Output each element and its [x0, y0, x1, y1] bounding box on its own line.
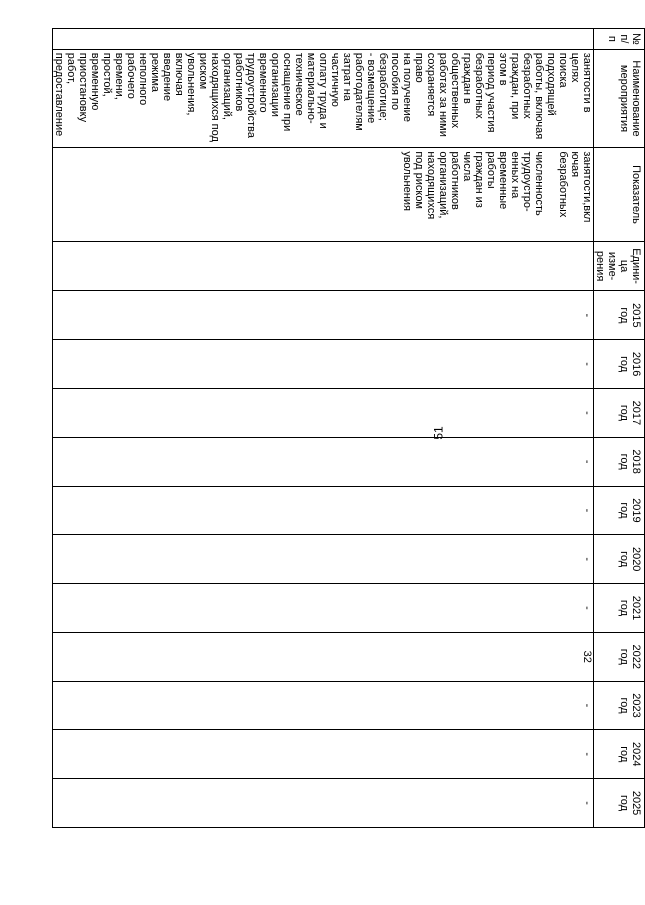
cell-year-2020: - [53, 535, 594, 584]
header-year-2021: 2021 год [594, 584, 645, 633]
indicators-table [52, 28, 645, 828]
cell-year-2016: - [53, 340, 594, 389]
cell-num [53, 29, 594, 50]
header-num: № п/п [594, 29, 645, 50]
cell-year-2021: - [53, 584, 594, 633]
cell-year-2019: - [53, 486, 594, 535]
table-row [53, 29, 594, 828]
header-name: Наименование мероприятия [594, 49, 645, 148]
cell-year-2023: - [53, 681, 594, 730]
cell-year-2015: - [53, 291, 594, 340]
header-year-2022: 2022 год [594, 632, 645, 681]
rotated-table-wrapper [53, 28, 645, 828]
cell-year-2024: - [53, 730, 594, 779]
header-year-2015: 2015 год [594, 291, 645, 340]
cell-year-2025: - [53, 779, 594, 828]
cell-indicator: занятости,вкл ючая безработных численность трудоустро- енных на временные работы граждан из числа работников организаций, находящихся под риском увольнения [53, 148, 594, 241]
cell-name: занятости в целях поиска подходящей работы, включая безработных граждан, при этом в период участия безработных граждан в общественных работах за ними сохраняется право на получение пособия по безработице; - возмещение работодателям затрат на частичную оплату труда и материально- техническое оснащение при организации временного трудоустройства работников организаций, находящихся под риском увольнения, включая введение режима неполного рабочего времени, простой, временную приостановку работ, предоставление [53, 49, 594, 148]
header-year-2018: 2018 год [594, 437, 645, 486]
cell-year-2018: - [53, 437, 594, 486]
header-year-2025: 2025 год [594, 779, 645, 828]
header-year-2016: 2016 год [594, 340, 645, 389]
header-year-2019: 2019 год [594, 486, 645, 535]
header-row [594, 29, 645, 828]
page-number: 51 [431, 426, 446, 440]
header-indicator: Показатель [594, 148, 645, 241]
cell-unit [53, 241, 594, 291]
header-year-2023: 2023 год [594, 681, 645, 730]
header-year-2017: 2017 год [594, 389, 645, 438]
header-unit: Едини- ца изме- рения [594, 241, 645, 291]
header-year-2024: 2024 год [594, 730, 645, 779]
cell-year-2017: - [53, 389, 594, 438]
header-year-2020: 2020 год [594, 535, 645, 584]
cell-year-2022: 32 [53, 632, 594, 681]
